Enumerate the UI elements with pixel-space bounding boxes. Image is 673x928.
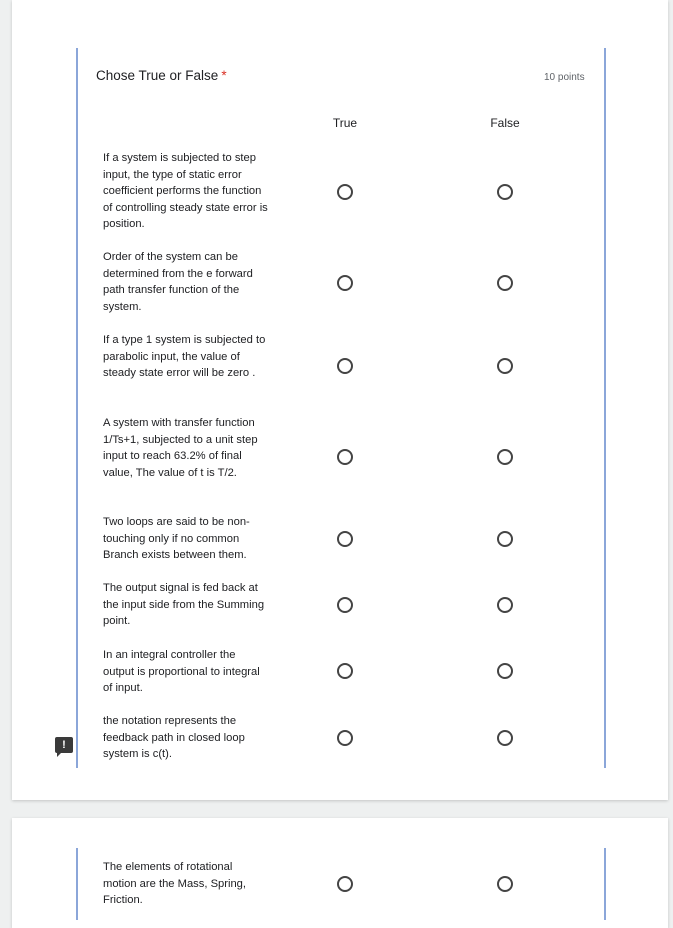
question-title [96, 68, 227, 83]
card-left-border [76, 48, 78, 768]
radio-true[interactable] [337, 358, 353, 374]
radio-false[interactable] [497, 531, 513, 547]
radio-false[interactable] [497, 449, 513, 465]
radio-true[interactable] [337, 275, 353, 291]
radio-false[interactable] [497, 358, 513, 374]
row-label: A system with transfer function 1/Ts+1, subjected to a unit step input to reach 63.2% of final value, The value of t is T/2. [103, 417, 258, 479]
radio-false[interactable] [497, 597, 513, 613]
radio-true[interactable] [337, 597, 353, 613]
row-label: The elements of rotational motion are the Mass, Spring, Friction. [103, 861, 247, 907]
card-left-border [76, 848, 78, 920]
column-header-true: True [332, 116, 358, 130]
card-right-border [604, 48, 606, 768]
radio-true[interactable] [337, 531, 353, 547]
row-label: In an integral controller the output is proportional to integral of input. [103, 649, 260, 695]
question-title-text: Chose True or False [96, 68, 219, 83]
row-label: Order of the system can be determined from the e forward path transfer function of the system. [103, 251, 253, 313]
radio-false[interactable] [497, 663, 513, 679]
row-label: The output signal is fed back at the input side from the Summing point. [103, 582, 265, 628]
radio-false[interactable] [497, 275, 513, 291]
points-label: 10 points [544, 72, 585, 83]
radio-true[interactable] [337, 184, 353, 200]
row-label: If a type 1 system is subjected to parabolic input, the value of steady state error will be zero . [103, 334, 266, 380]
radio-true[interactable] [337, 663, 353, 679]
radio-false[interactable] [497, 184, 513, 200]
radio-true[interactable] [337, 876, 353, 892]
row-label: If a system is subjected to step input, the type of static error coefficient performs the function of controlling steady state error is position. [103, 152, 268, 231]
radio-true[interactable] [337, 730, 353, 746]
column-header-false: False [490, 116, 520, 130]
radio-false[interactable] [497, 730, 513, 746]
radio-false[interactable] [497, 876, 513, 892]
row-label: the notation represents the feedback path in closed loop system is c(t). [103, 715, 245, 761]
card-right-border [604, 848, 606, 920]
feedback-icon[interactable]: ! [55, 737, 73, 753]
required-asterisk: * [221, 68, 227, 83]
row-label: Two loops are said to be non-touching only if no common Branch exists between them. [103, 516, 250, 562]
radio-true[interactable] [337, 449, 353, 465]
